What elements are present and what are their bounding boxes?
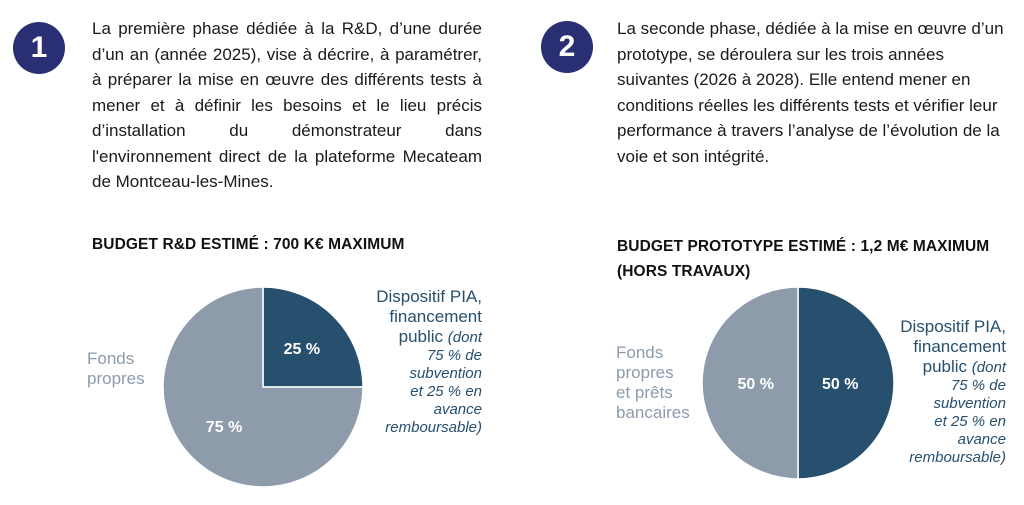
proto-legend-public-name-line: public [922,357,968,376]
rd-slice-label-1: 75 % [205,418,243,436]
proto-legend-own-line: Fonds [616,343,664,362]
rd-legend-own-line: propres [87,369,145,388]
rd-legend-own-line: Fonds [87,349,135,368]
phase-2-budget-title: BUDGET PROTOTYPE ESTIMÉ : 1,2 M€ MAXIMUM (HORS TRAVAUX) [617,238,990,280]
phase-2-badge: 2 [541,21,593,73]
rd-legend-public-note-line: (dont [447,329,482,346]
rd-legend-own [87,349,167,389]
proto-legend-own-line: et prêts [616,383,673,402]
rd-legend-public-note-line: 75 % de [426,347,482,364]
proto-legend-public-note-line: et 25 % en [934,413,1006,430]
rd-legend-public-note-line: subvention [409,365,482,382]
rd-legend-public-name [300,287,482,347]
rd-legend-public-name-line: Dispositif PIA, [376,287,482,306]
phase-1-description: La première phase dédiée à la R&D, d’une durée d’un an (année 2025), vise à décrire, à paramétrer, à préparer la mise en œuvre des différents tests à mener et à définir les besoins et le lieu précis d’installation du démonstrateur dans l'environnement direct de la plateforme Mecateam de Montceau-les-Mines. [92,19,482,191]
phase-1-budget-title: BUDGET R&D ESTIMÉ : 700 K€ MAXIMUM [92,236,405,253]
proto-legend-own [616,343,706,423]
phase-2-description: La seconde phase, dédiée à la mise en œuvre d’un prototype, se déroulera sur les trois années suivantes (2026 à 2028). Elle entend mener en conditions réelles les différents tests et vérifier leur performance à travers l’analyse de l’évolution de la voie et son intégrité. [617,19,1004,166]
rd-legend-public-name-line: financement [389,307,482,326]
proto-legend-public-note-line: subvention [933,395,1006,412]
proto-legend-public-name [840,317,1006,377]
phase-1-badge: 1 [13,22,65,74]
rd-legend-public-note-line: avance [433,401,482,418]
proto-legend-public-note-line: 75 % de [950,377,1006,394]
rd-legend-public [300,287,482,437]
rd-legend-public-name-line: public [398,327,444,346]
proto-legend-public-name-line: financement [913,337,1006,356]
proto-legend-public-note-line: remboursable) [909,449,1006,466]
proto-legend-own-line: bancaires [616,403,690,422]
proto-legend-public-note-line: (dont [971,359,1006,376]
rd-slice-label-0: 25 % [283,341,321,359]
rd-legend-public-note-line: remboursable) [385,419,482,436]
proto-slice-label-0: 50 % [822,376,859,393]
proto-legend-public [840,317,1006,467]
rd-legend-public-note-line: et 25 % en [410,383,482,400]
proto-legend-public-note-line: avance [957,431,1006,448]
proto-legend-own-line: propres [616,363,674,382]
proto-slice-label-1: 50 % [737,376,774,393]
proto-legend-public-name-line: Dispositif PIA, [900,317,1006,336]
